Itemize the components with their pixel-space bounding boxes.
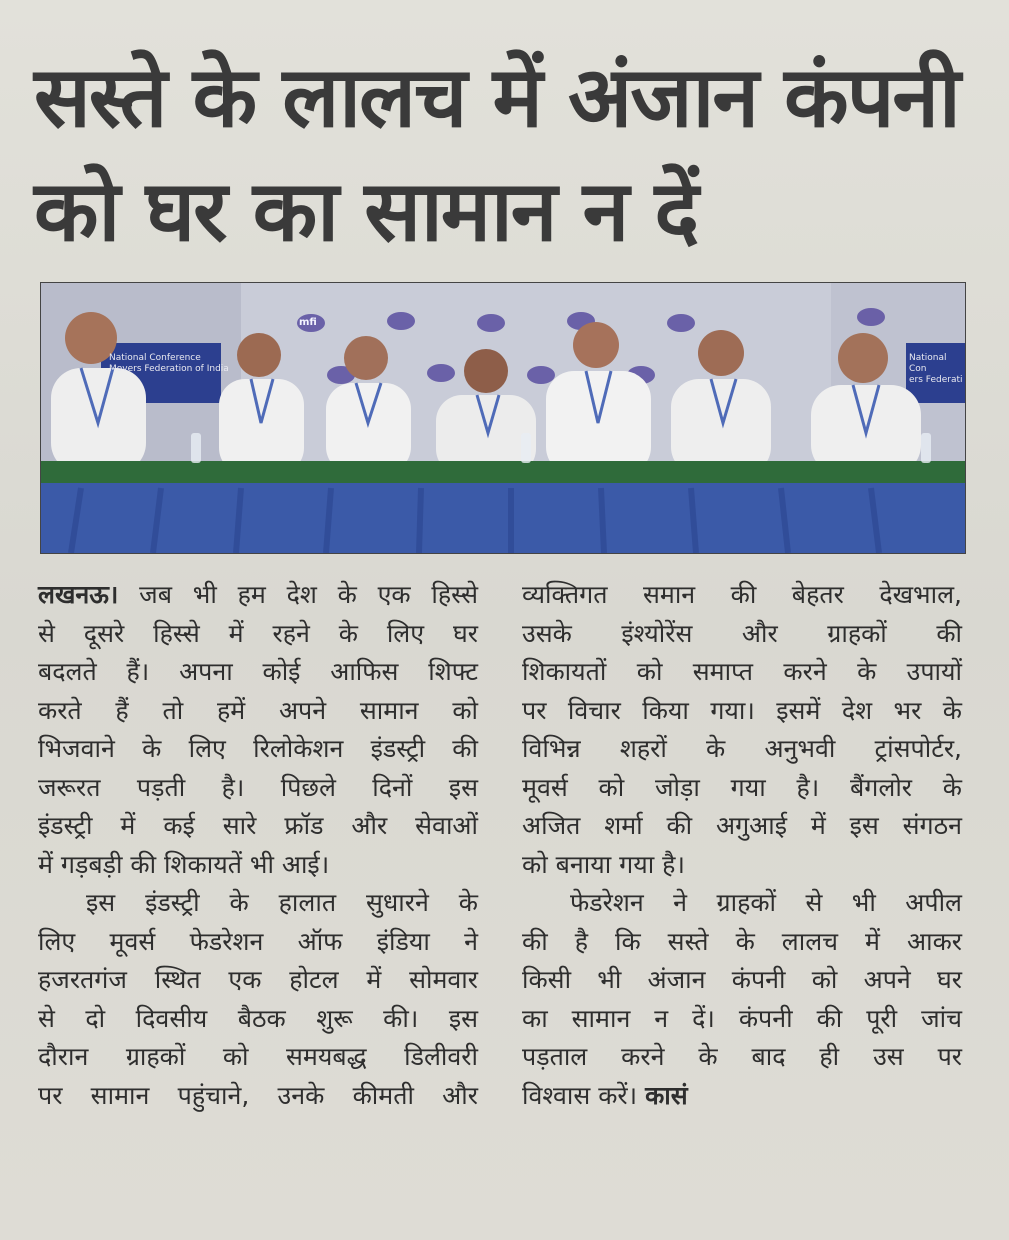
- paragraph-line: पर विचार किया गया। इसमें देश भर के: [522, 695, 962, 725]
- article-column-left: [38, 576, 478, 1115]
- paragraph-line: का सामान न दें। कंपनी की पूरी जांच: [522, 1003, 962, 1033]
- paragraph-line: को बनाया गया है।: [522, 849, 685, 879]
- banner-left-line-2: Movers Federation of India: [109, 364, 229, 374]
- paragraph-line: इस इंडस्ट्री के हालात सुधारने के: [86, 888, 478, 917]
- headline-line-1: सस्ते के लालच में अंजान कंपनी: [34, 48, 959, 146]
- paragraph-line: उसके इंश्योरेंस और ग्राहकों की: [522, 618, 962, 648]
- paragraph-line: भिजवाने के लिए रिलोकेशन इंडस्ट्री की: [38, 734, 478, 763]
- banner-left-line-1: National Conference: [109, 353, 201, 363]
- paragraph-line: किसी भी अंजान कंपनी को अपने घर: [522, 965, 962, 994]
- paragraph-line: करते हैं तो हमें अपने सामान को: [38, 695, 478, 725]
- paragraph-line: मूवर्स को जोड़ा गया है। बैंगलोर के: [522, 772, 962, 802]
- banner-right-line-2: ers Federati: [909, 375, 963, 385]
- paragraph-line: लिए मूवर्स फेडरेशन ऑफ इंडिया ने: [38, 926, 478, 956]
- paragraph-line: हजरतगंज स्थित एक होटल में सोमवार: [38, 965, 478, 994]
- headline: [34, 40, 974, 268]
- paragraph-line: में गड़बड़ी की शिकायतें भी आई।: [38, 849, 330, 879]
- headline-line-2: को घर का सामान न दें: [34, 162, 698, 260]
- logo-text: mfi: [299, 317, 317, 328]
- paragraph-line: पड़ताल करने के बाद ही उस पर: [522, 1042, 962, 1071]
- paragraph-line: बदलते हैं। अपना कोई आफिस शिफ्ट: [38, 657, 478, 686]
- paragraph-line: विश्वास करें। कासं: [522, 1080, 688, 1110]
- news-photo: [40, 282, 966, 554]
- paragraph-line: से दूसरे हिस्से में रहने के लिए घर: [38, 618, 478, 648]
- paragraph-line: लखनऊ। जब भी हम देश के एक हिस्से: [38, 580, 478, 609]
- paragraph-line: इंडस्ट्री में कई सारे फ्रॉड और सेवाओं: [38, 811, 478, 840]
- paragraph-line: की है कि सस्ते के लालच में आकर: [522, 926, 962, 956]
- dateline: लखनऊ।: [38, 580, 119, 609]
- paragraph-line: व्यक्तिगत समान की बेहतर देखभाल,: [522, 580, 962, 609]
- paragraph-line: जरूरत पड़ती है। पिछले दिनों इस: [38, 772, 478, 802]
- banner-right-line-1: National Con: [909, 353, 947, 374]
- paragraph-line: विभिन्न शहरों के अनुभवी ट्रांसपोर्टर,: [522, 734, 962, 763]
- byline: कासं: [645, 1080, 688, 1110]
- photo-illustration: [41, 283, 965, 553]
- article-column-right: [522, 576, 962, 1115]
- paragraph-line: से दो दिवसीय बैठक शुरू की। इस: [38, 1003, 478, 1033]
- paragraph-line: पर सामान पहुंचाने, उनके कीमती और: [38, 1080, 478, 1110]
- paragraph-line: शिकायतों को समाप्त करने के उपायों: [522, 657, 962, 686]
- paragraph-line: फेडरेशन ने ग्राहकों से भी अपील: [570, 888, 962, 917]
- paragraph-line: अजित शर्मा की अगुआई में इस संगठन: [522, 811, 962, 840]
- paragraph-line: दौरान ग्राहकों को समयबद्ध डिलीवरी: [38, 1042, 478, 1071]
